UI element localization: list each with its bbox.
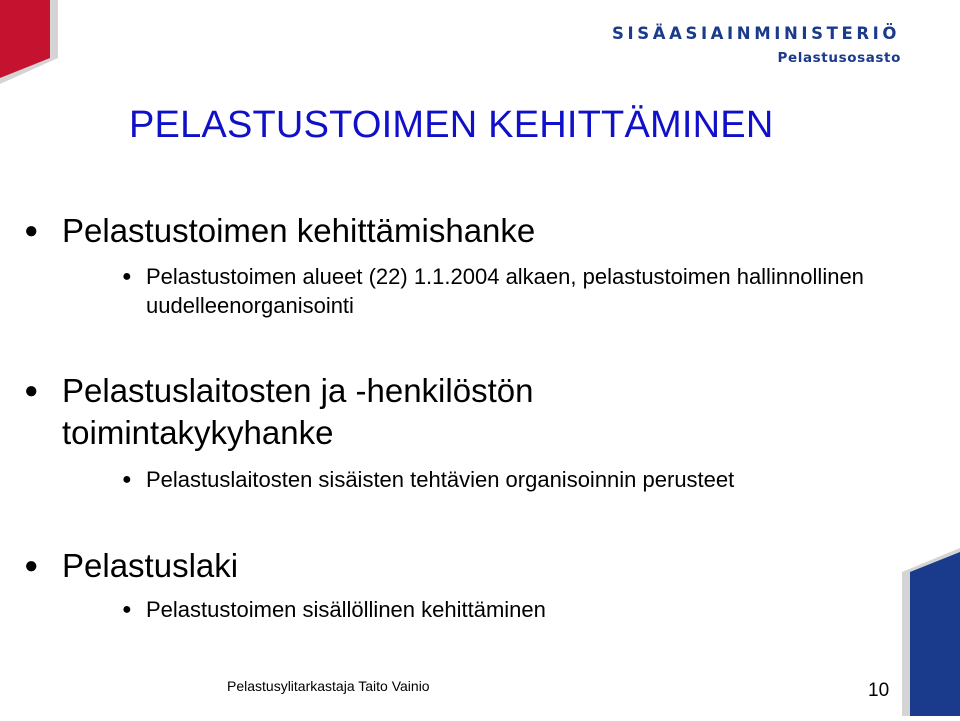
bullet-icon: ● (24, 377, 39, 404)
slide-title: PELASTUSTOIMEN KEHITTÄMINEN (129, 104, 774, 146)
bullet-item-text: Pelastustoimen kehittämishanke (62, 212, 536, 249)
sub-bullet-text: Pelastuslaitosten sisäisten tehtävien organisoinnin perusteet (146, 467, 735, 492)
sub-bullet-item-1-1 (122, 263, 898, 320)
bullet-icon: ● (122, 268, 132, 285)
bullet-item-text: Pelastuslaki (62, 547, 239, 584)
bullet-icon: ● (122, 471, 132, 488)
sub-bullet-item-3-1 (122, 596, 906, 625)
ministry-logo (612, 24, 900, 66)
bullet-icon: ● (24, 552, 39, 579)
bullet-item-2 (24, 370, 662, 454)
sub-bullet-text: Pelastustoimen alueet (22) 1.1.2004 alkaen, pelastustoimen hallinnollinen uudelleenorganisointi (146, 264, 864, 318)
bullet-item-text: Pelastuslaitosten ja -henkilöstön toimintakykyhanke (62, 372, 534, 452)
sub-bullet-item-2-1 (122, 466, 946, 495)
bullet-item-3 (24, 545, 682, 587)
ministry-name: SISÄASIAINMINISTERIÖ (612, 24, 900, 43)
department-name: Pelastusosasto (777, 50, 901, 66)
footer-author: Pelastusylitarkastaja Taito Vainio (227, 678, 430, 694)
corner-decoration-top-left (0, 0, 58, 84)
sub-bullet-text: Pelastustoimen sisällöllinen kehittäminen (146, 597, 546, 622)
bullet-item-1 (24, 210, 682, 252)
corner-decoration-bottom-right (902, 548, 960, 716)
page-number: 10 (868, 680, 890, 701)
bullet-icon: ● (24, 217, 39, 244)
bullet-icon: ● (122, 601, 132, 618)
